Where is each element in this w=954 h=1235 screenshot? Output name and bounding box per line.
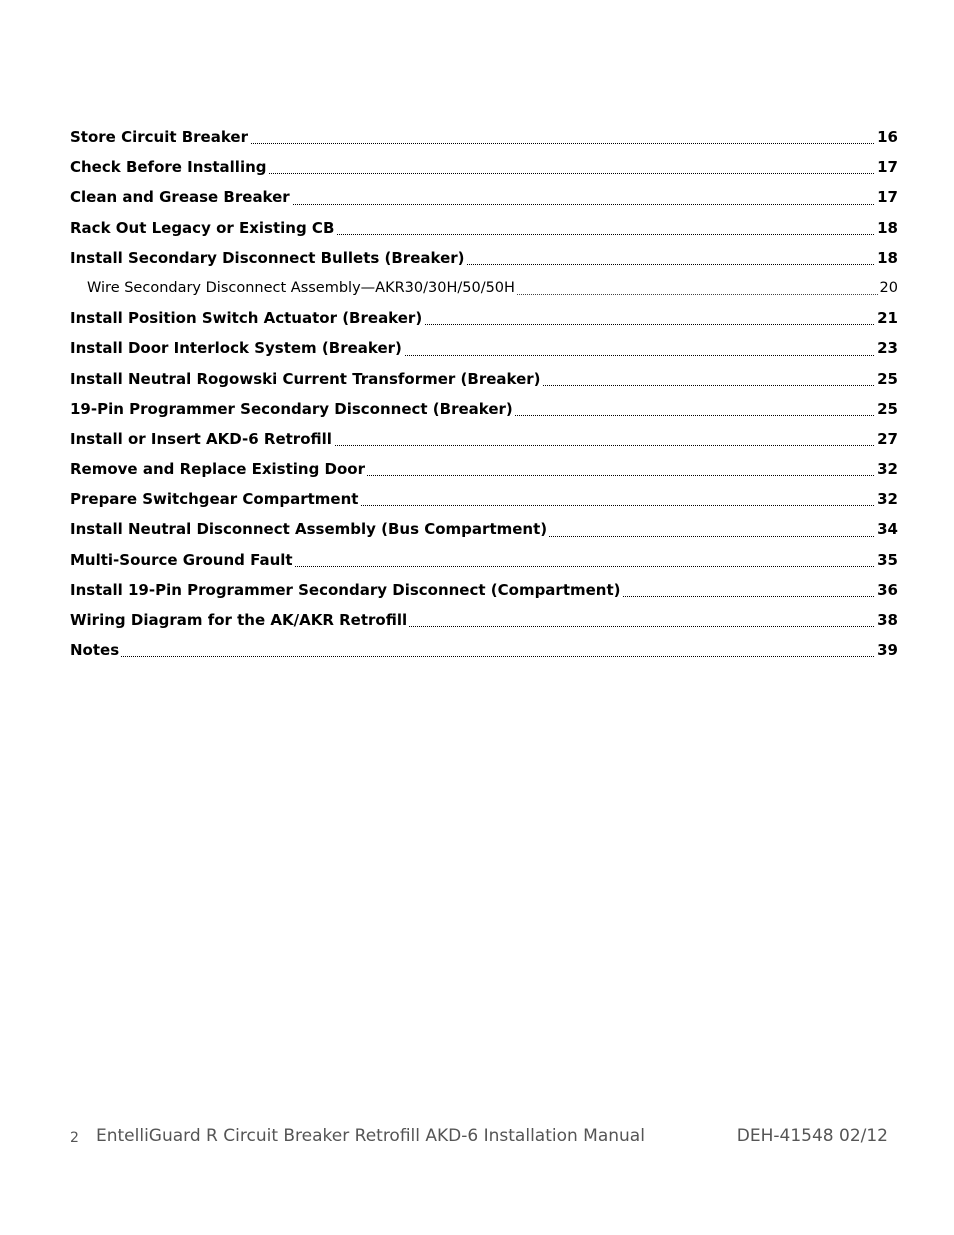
footer-document-title: EntelliGuard R Circuit Breaker Retrofill AKD-6 Installation Manual [96,1126,645,1146]
toc-entry-title[interactable]: Install Secondary Disconnect Bullets (Breaker) [70,248,465,267]
toc-entry[interactable] [70,124,898,154]
toc-entry-page-number[interactable]: 25 [875,366,898,392]
toc-entry-page-number[interactable]: 36 [875,577,898,603]
toc-entry-page-number[interactable]: 23 [875,335,898,361]
toc-entry[interactable] [70,275,898,305]
toc-entry-page-number[interactable]: 20 [878,275,898,301]
toc-entry-title[interactable]: Multi-Source Ground Fault [70,550,293,569]
toc-entry[interactable] [70,154,898,184]
toc-entry-title[interactable]: Remove and Replace Existing Door [70,460,366,479]
footer-page-number: 2 [70,1130,79,1146]
toc-entry-title[interactable]: Install or Insert AKD-6 Retrofill [70,429,332,448]
toc-entry-page-number[interactable]: 21 [875,305,898,331]
toc-entry-page-number[interactable]: 38 [875,607,898,633]
toc-entry[interactable] [70,637,898,667]
toc-entry-title[interactable]: Install Position Switch Actuator (Breaker) [70,309,423,328]
toc-dot-leader [70,656,898,657]
toc-entry-page-number[interactable]: 17 [875,154,898,180]
toc-entry-title[interactable]: Install Neutral Rogowski Current Transformer (Breaker) [70,369,541,388]
toc-entry-page-number[interactable]: 17 [875,184,898,210]
toc-entry-page-number[interactable]: 32 [875,486,898,512]
toc-entry-page-number[interactable]: 32 [875,456,898,482]
toc-entry-page-number[interactable]: 25 [875,396,898,422]
toc-entry[interactable] [70,486,898,516]
toc-entry[interactable] [70,547,898,577]
toc-entry[interactable] [70,305,898,335]
toc-entry-title[interactable]: Install Door Interlock System (Breaker) [70,339,402,358]
toc-entry[interactable] [70,426,898,456]
footer-document-id: DEH-41548 02/12 [736,1126,888,1146]
toc-entry-title[interactable]: Check Before Installing [70,158,267,177]
toc-entry-title[interactable]: 19-Pin Programmer Secondary Disconnect (Breaker) [70,399,513,418]
toc-entry-page-number[interactable]: 18 [875,245,898,271]
toc-entry-page-number[interactable]: 18 [875,215,898,241]
toc-entry[interactable] [70,396,898,426]
toc-entry[interactable] [70,577,898,607]
toc-entry-title[interactable]: Prepare Switchgear Compartment [70,490,359,509]
toc-entry-title[interactable]: Install 19-Pin Programmer Secondary Disconnect (Compartment) [70,580,621,599]
toc-entry[interactable] [70,366,898,396]
toc-entry-page-number[interactable]: 16 [875,124,898,150]
toc-entry-page-number[interactable]: 35 [875,547,898,573]
toc-entry-title[interactable]: Notes [70,641,120,660]
toc-entry[interactable] [70,456,898,486]
page-footer [70,1124,888,1152]
toc-entry-title[interactable]: Store Circuit Breaker [70,128,248,146]
toc-entry[interactable] [70,184,898,214]
toc-entry-title[interactable]: Clean and Grease Breaker [70,188,290,207]
toc-entry[interactable] [70,215,898,245]
toc-entry-title[interactable]: Rack Out Legacy or Existing CB [70,218,335,237]
toc-entry-title[interactable]: Wiring Diagram for the AK/AKR Retrofill [70,611,408,629]
toc-entry-page-number[interactable]: 27 [875,426,898,452]
toc-entry[interactable] [70,335,898,365]
toc-entry-page-number[interactable]: 34 [875,516,898,542]
toc-entry[interactable] [70,607,898,637]
toc-entry[interactable] [70,516,898,546]
toc-entry-title[interactable]: Install Neutral Disconnect Assembly (Bus Compartment) [70,520,548,539]
toc-entry-page-number[interactable]: 39 [875,637,898,663]
toc-entry[interactable] [70,245,898,275]
toc-entry-title[interactable]: Wire Secondary Disconnect Assembly—AKR30/30H/50/50H [87,279,515,296]
table-of-contents [70,124,898,667]
